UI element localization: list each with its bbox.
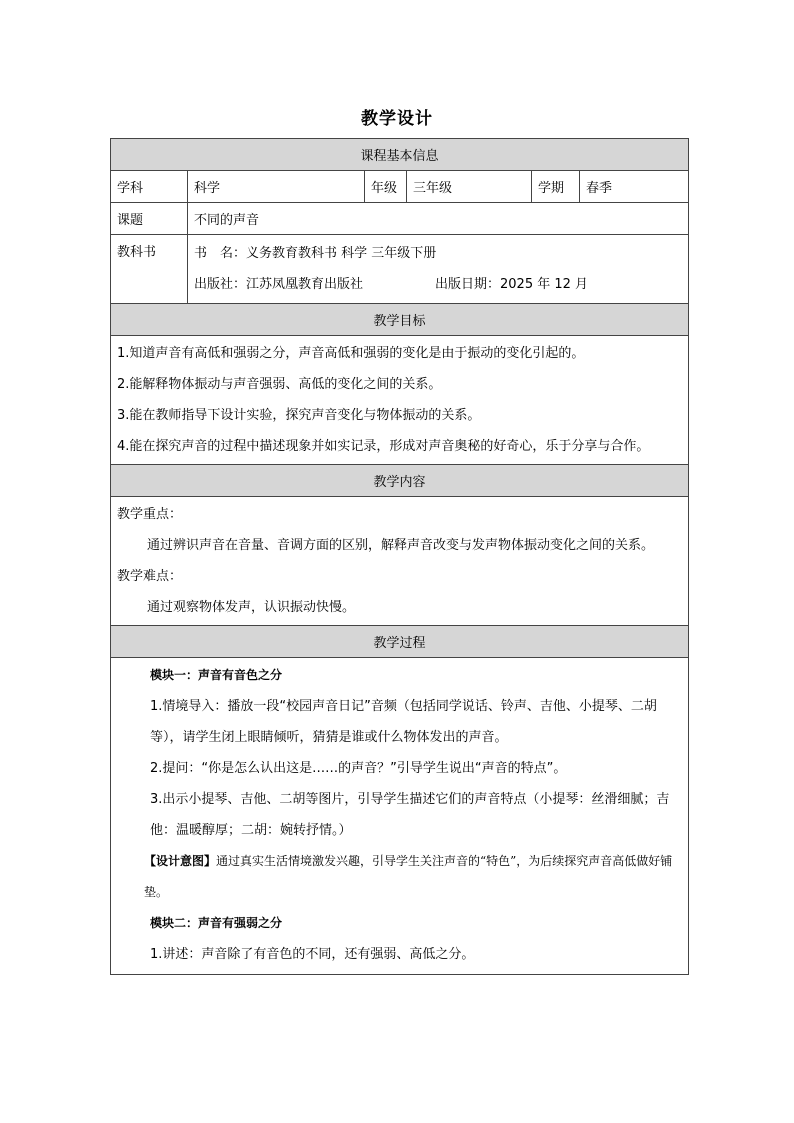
section-header-basic-info: 课程基本信息 [111,139,689,171]
module-2-title: 模块二：声音有强弱之分 [150,916,283,930]
key-point-label: 教学重点： [117,507,183,522]
key-point-text: 通过辨识声音在音量、音调方面的区别，解释声音改变与发声物体振动变化之间的关系。 [147,538,655,553]
design-intent-text: 通过真实生活情境激发兴趣，引导学生关注声音的“特色”，为后续探究声音高低做好铺垫。 [144,854,673,899]
textbook-publisher: 出版社：江苏凤凰教育出版社 [194,277,364,292]
grade-value: 三年级 [407,171,532,203]
topic-value: 不同的声音 [188,203,689,235]
section-header-content: 教学内容 [111,465,689,497]
process-step: 1.讲述：声音除了有音色的不同，还有强弱、高低之分。 [150,947,475,962]
textbook-pub-date: 出版日期：2025 年 12 月 [435,277,589,292]
process-step: 2.提问：“你是怎么认出这是……的声音？”引导学生说出“声音的特点”。 [150,761,567,776]
difficult-point-text: 通过观察物体发声，认识振动快慢。 [147,600,356,615]
lesson-plan-table [110,138,689,975]
grade-label: 年级 [365,171,407,203]
page-title: 教学设计 [361,109,433,129]
topic-label: 课题 [111,203,188,235]
process-step: 1.情境导入：播放一段“校园声音日记”音频（包括同学说话、铃声、吉他、小提琴、二胡等），请学生闭上眼睛倾听，猜猜是谁或什么物体发出的声音。 [150,699,657,745]
section-header-process: 教学过程 [111,626,689,658]
objective-item: 4.能在探究声音的过程中描述现象并如实记录，形成对声音奥秘的好奇心，乐于分享与合作。 [117,439,650,454]
objective-item: 1.知道声音有高低和强弱之分，声音高低和强弱的变化是由于振动的变化引起的。 [117,346,585,361]
subject-value: 科学 [188,171,365,203]
process-step: 3.出示小提琴、吉他、二胡等图片，引导学生描述它们的声音特点（小提琴：丝滑细腻；吉他：温暖醇厚；二胡：婉转抒情。） [150,792,670,838]
textbook-name: 书 名：义务教育教科书 科学 三年级下册 [194,246,437,261]
section-header-objectives: 教学目标 [111,304,689,336]
term-value: 春季 [580,171,689,203]
subject-label: 学科 [111,171,188,203]
design-intent-label: 【设计意图】 [144,854,217,868]
textbook-label: 教科书 [111,235,188,304]
objective-item: 3.能在教师指导下设计实验，探究声音变化与物体振动的关系。 [117,408,481,423]
difficult-point-label: 教学难点： [117,569,183,584]
term-label: 学期 [532,171,580,203]
module-1-title: 模块一：声音有音色之分 [150,668,283,682]
objective-item: 2.能解释物体振动与声音强弱、高低的变化之间的关系。 [117,377,442,392]
